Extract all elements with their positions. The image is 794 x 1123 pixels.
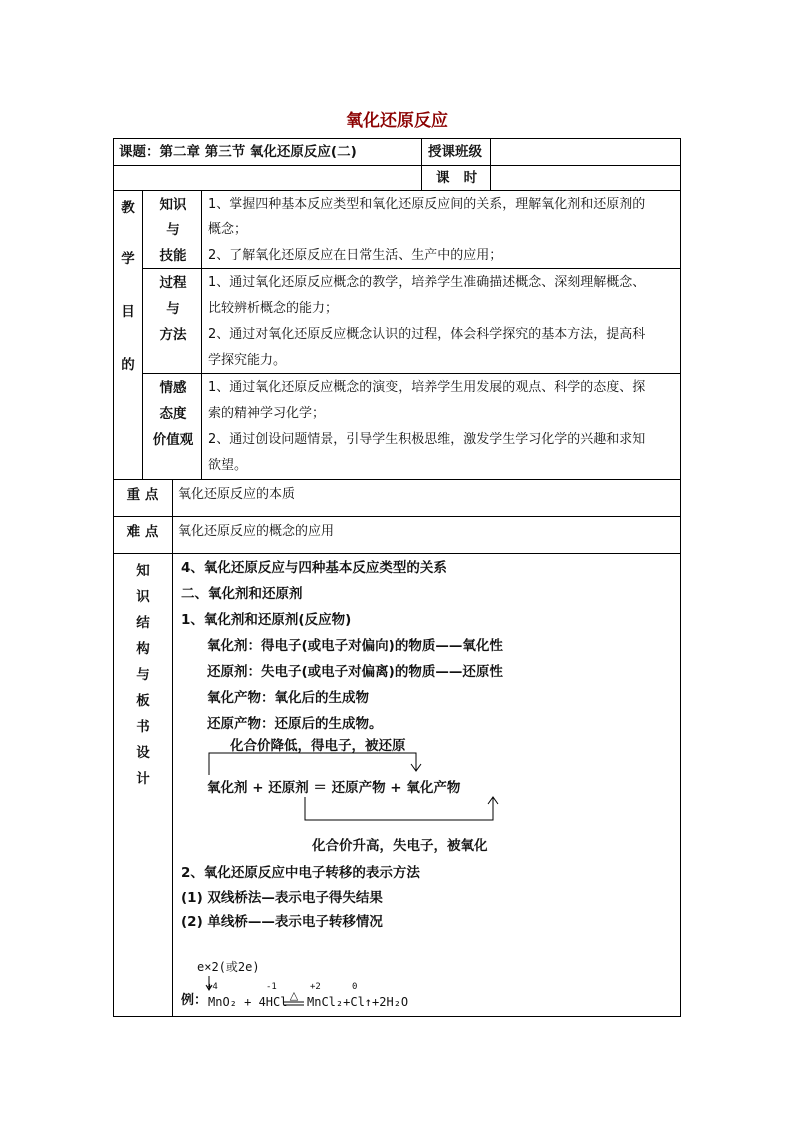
board-side-char: 知 [136, 563, 150, 579]
period-label: 课 时 [436, 170, 478, 186]
board-side-char: 书 [136, 719, 150, 735]
objective-label-line: 知识 [159, 197, 187, 213]
objectives-side-char: 教 [121, 200, 135, 216]
class-label: 授课班级 [428, 144, 482, 160]
objective-text-line: 索的精神学习化学； [208, 406, 326, 421]
objectives-side-char: 的 [121, 357, 135, 373]
ox-state-mn: +4 [207, 982, 218, 992]
objective-text-line: 1、通过氧化还原反应概念的教学，培养学生准确描述概念、深刻理解概念、 [208, 275, 646, 290]
difficulty-value: 氧化还原反应的概念的应用 [178, 524, 335, 539]
difficulty-label: 难 点 [126, 524, 159, 540]
board-line: (2) 单线桥——表示电子转移情况 [181, 914, 383, 930]
electron-count-label: e×2(或2e) [197, 960, 260, 974]
board-side-char: 计 [136, 771, 150, 787]
board-line: 2、氧化还原反应中电子转移的表示方法 [181, 865, 420, 881]
objective-text-line: 1、掌握四种基本反应类型和氧化还原反应间的关系，理解氧化剂和还原剂的 [208, 197, 646, 212]
ox-state-cl0: 0 [352, 982, 358, 992]
example-reactants: MnO₂ + 4HCl [208, 995, 288, 1009]
board-side-char: 识 [136, 589, 150, 605]
objective-label-line: 与 [166, 222, 180, 238]
ox-state-mn2: +2 [310, 982, 321, 992]
ox-state-cl: -1 [266, 982, 277, 992]
objective-label-line: 情感 [159, 380, 187, 396]
objective-text-line: 学探究能力。 [208, 353, 287, 368]
redox-equation: 氧化剂 + 还原剂 ＝ 还原产物 + 氧化产物 [207, 780, 461, 796]
objective-label-line: 与 [166, 301, 180, 317]
objective-text-line: 欲望。 [208, 458, 248, 473]
objective-text-line: 比较辨析概念的能力； [208, 301, 339, 316]
board-line: 氧化产物：氧化后的生成物 [207, 690, 369, 706]
board-line: 1、氧化剂和还原剂(反应物) [181, 612, 352, 628]
objective-label-line: 方法 [159, 327, 187, 343]
page-title: 氧化还原反应 [346, 111, 448, 131]
objective-text-line: 1、通过氧化还原反应概念的演变，培养学生用发展的观点、科学的态度、探 [208, 380, 646, 395]
heat-condition: △ [289, 989, 299, 1002]
objective-text-line: 2、了解氧化还原反应在日常生活、生产中的应用； [208, 248, 503, 263]
board-side-char: 构 [136, 641, 150, 657]
board-line: 还原产物：还原后的生成物。 [207, 716, 383, 732]
objective-label-line: 技能 [159, 248, 187, 264]
example-prefix: 例： [181, 993, 208, 1008]
board-line: 还原剂：失电子(或电子对偏离)的物质——还原性 [207, 664, 503, 680]
key-point-label: 重 点 [126, 487, 159, 503]
key-point-value: 氧化还原反应的本质 [178, 487, 296, 502]
board-line: 二、氧化剂和还原剂 [181, 586, 303, 602]
objective-text-line: 2、通过对氧化还原反应概念认识的过程，体会科学探究的基本方法，提高科 [208, 327, 646, 342]
objective-label-line: 态度 [159, 406, 187, 422]
reduction-label: 化合价降低，得电子，被还原 [230, 738, 406, 754]
objective-text-line: 2、通过创设问题情景，引导学生积极思维，激发学生学习化学的兴趣和求知 [208, 432, 646, 447]
oxidation-label: 化合价升高，失电子，被氧化 [312, 838, 488, 854]
board-line: (1) 双线桥法—表示电子得失结果 [181, 890, 383, 906]
board-side-char: 结 [136, 615, 150, 631]
objective-text-line: 概念； [208, 222, 248, 237]
lesson-topic: 课题：第二章 第三节 氧化还原反应(二) [119, 144, 357, 160]
objectives-side-char: 目 [121, 304, 135, 320]
objective-label-line: 过程 [159, 275, 187, 291]
board-side-char: 板 [136, 693, 150, 709]
board-side-char: 与 [136, 667, 150, 683]
board-line: 氧化剂：得电子(或电子对偏向)的物质——氧化性 [207, 638, 503, 654]
example-products: MnCl₂+Cl↑+2H₂O [307, 995, 409, 1009]
objectives-side-char: 学 [121, 251, 135, 267]
board-side-char: 设 [136, 745, 150, 761]
board-line: 4、氧化还原反应与四种基本反应类型的关系 [181, 560, 447, 576]
objective-label-line: 价值观 [152, 432, 194, 448]
